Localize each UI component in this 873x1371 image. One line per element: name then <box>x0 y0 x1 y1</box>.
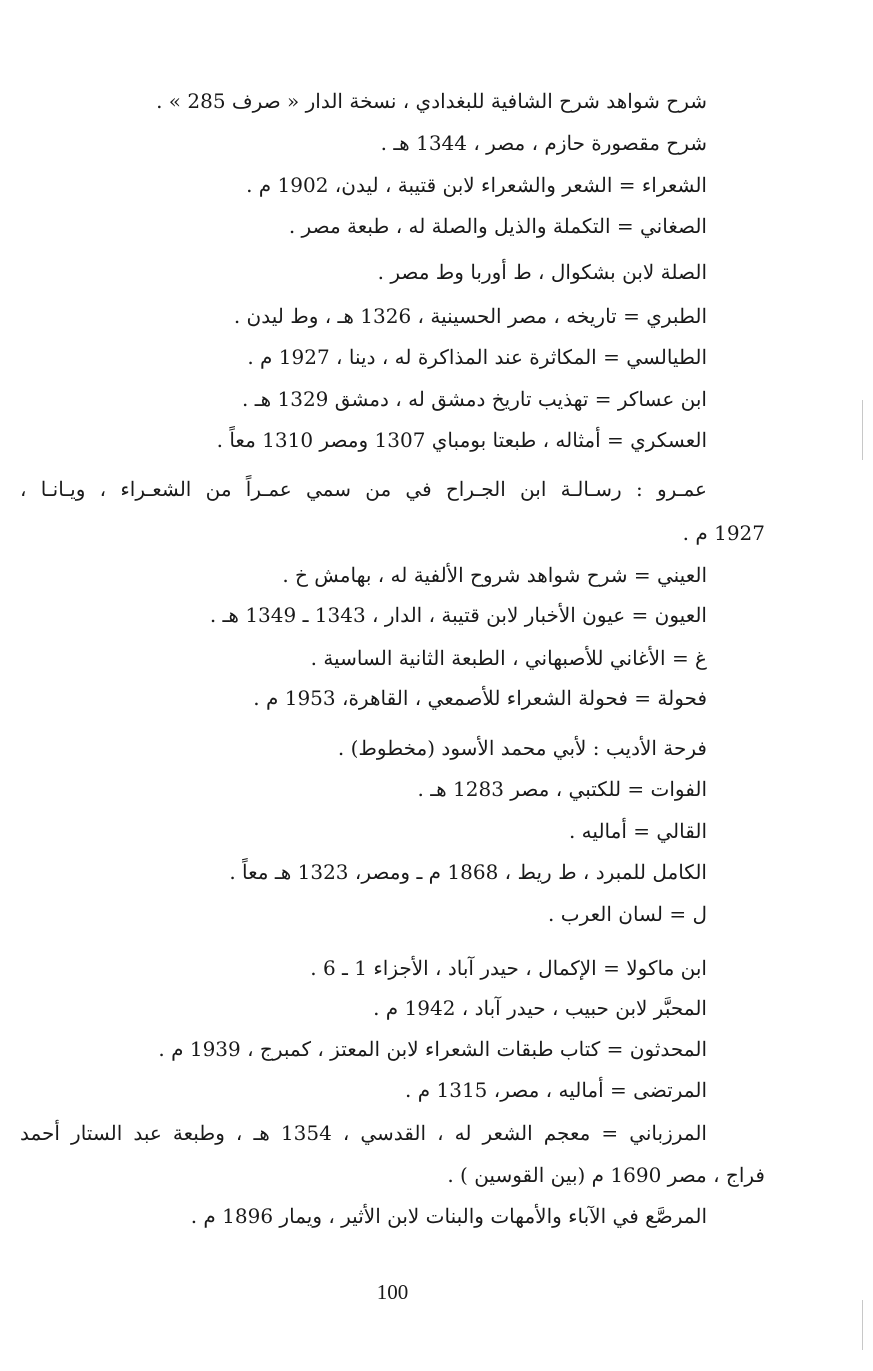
bibliography-entry: الطيالسي = المكاثرة عند المذاكرة له ، دينا ، 1927 م . <box>247 345 707 369</box>
bibliography-entry: المرتضى = أماليه ، مصر، 1315 م . <box>405 1078 707 1102</box>
bibliography-entry: المحدثون = كتاب طبقات الشعراء لابن المعتز ، كمبرج ، 1939 م . <box>158 1037 707 1061</box>
bibliography-entry: عمـرو : رسـالـة ابن الجـراح في من سمي عمـراً من الشعـراء ، ويـانـا ، <box>20 477 707 501</box>
bibliography-entry: ل = لسان العرب . <box>548 902 707 926</box>
scan-edge-mark <box>862 1300 863 1350</box>
bibliography-entry: الفوات = للكتبي ، مصر 1283 هـ . <box>417 777 707 801</box>
bibliography-entry: المرزباني = معجم الشعر له ، القدسي ، 1354 هـ ، وطبعة عبد الستار أحمد <box>20 1121 707 1145</box>
bibliography-entry: الكامل للمبرد ، ط ريط ، 1868 م ـ ومصر، 1323 هـ معاً . <box>229 860 707 884</box>
bibliography-entry: شرح مقصورة حازم ، مصر ، 1344 هـ . <box>380 131 707 155</box>
page-number: 100 <box>376 1280 409 1304</box>
bibliography-entry: الصلة لابن بشكوال ، ط أوربا وط مصر . <box>377 260 707 284</box>
bibliography-entry: غ = الأغاني للأصبهاني ، الطبعة الثانية الساسية . <box>310 646 707 670</box>
bibliography-entry: المحبَّر لابن حبيب ، حيدر آباد ، 1942 م . <box>373 996 707 1020</box>
bibliography-entry: المرصَّع في الآباء والأمهات والبنات لابن الأثير ، ويمار 1896 م . <box>190 1204 707 1228</box>
bibliography-entry: القالي = أماليه . <box>568 819 707 843</box>
bibliography-entry: فحولة = فحولة الشعراء للأصمعي ، القاهرة، 1953 م . <box>253 686 707 710</box>
bibliography-entry-continuation: 1927 م . <box>682 521 765 545</box>
bibliography-entry-continuation: فراج ، مصر 1690 م (بين القوسين ) . <box>447 1163 765 1187</box>
bibliography-entry: الطبري = تاريخه ، مصر الحسينية ، 1326 هـ ، وط ليدن . <box>233 304 707 328</box>
scan-edge-mark <box>862 400 863 460</box>
bibliography-entry: الشعراء = الشعر والشعراء لابن قتيبة ، ليدن، 1902 م . <box>246 173 707 197</box>
bibliography-entry: العيون = عيون الأخبار لابن قتيبة ، الدار ، 1343 ـ 1349 هـ . <box>209 603 707 627</box>
bibliography-entry: الصغاني = التكملة والذيل والصلة له ، طبعة مصر . <box>288 214 707 238</box>
bibliography-entry: ابن ماكولا = الإكمال ، حيدر آباد ، الأجزاء 1 ـ 6 . <box>310 956 707 980</box>
bibliography-entry: فرحة الأديب : لأبي محمد الأسود (مخطوط) . <box>337 736 707 760</box>
bibliography-entry: العيني = شرح شواهد شروح الألفية له ، بهامش خ . <box>282 563 707 587</box>
bibliography-entry: العسكري = أمثاله ، طبعتا بومباي 1307 ومصر 1310 معاً . <box>216 428 707 452</box>
bibliography-entry: ابن عساكر = تهذيب تاريخ دمشق له ، دمشق 1329 هـ . <box>242 387 707 411</box>
bibliography-entry: شرح شواهد شرح الشافية للبغدادي ، نسخة الدار « صرف 285 » . <box>156 89 707 113</box>
